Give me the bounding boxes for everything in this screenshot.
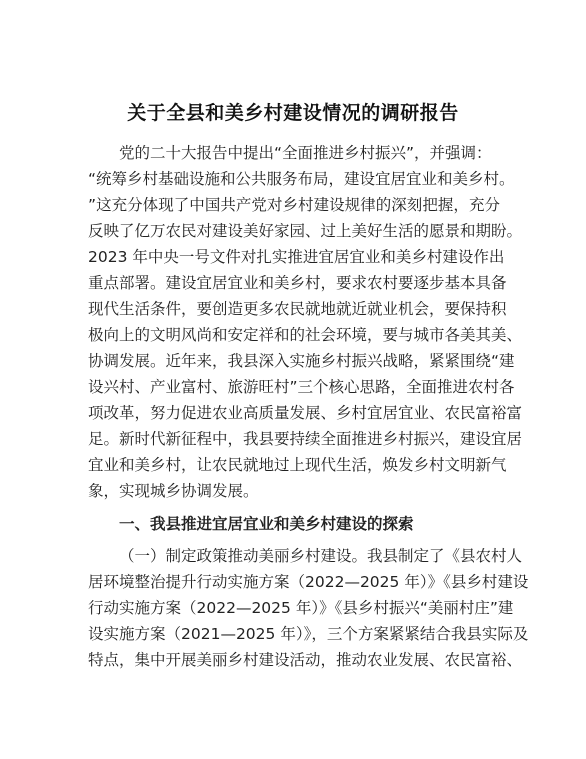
paragraph-line: ”这充分体现了中国共产党对乡村建设规律的深刻把握，充分 [88,196,500,214]
paragraph-line: 项改革，努力促进农业高质量发展、乡村宜居宜业、农民富裕富 [88,404,523,422]
paragraph-line: “统筹乡村基础设施和公共服务布局，建设宜居宜业和美乡村。 [88,170,515,188]
paragraph-line: 重点部署。建设宜居宜业和美乡村，要求农村要逐步基本具备 [88,274,507,292]
paragraph-line: 象，实现城乡协调发展。 [88,482,259,500]
document-body [88,140,529,673]
paragraph-line: 现代生活条件，要创造更多农民就地就近就业机会，要保持积 [88,300,507,318]
document-title: 关于全县和美乡村建设情况的调研报告 [127,102,459,124]
paragraph-line: 足。新时代新征程中，我县要持续全面推进乡村振兴，建设宜居 [88,430,523,448]
paragraph-line: 反映了亿万农民对建设美好家园、过上美好生活的愿景和期盼。 [88,222,523,240]
paragraph-line: 行动实施方案（2022—2025 年）》《县乡村振兴“美丽村庄”建 [88,599,514,617]
paragraph-line: 党的二十大报告中提出“全面推进乡村振兴”，并强调： [119,144,492,162]
paragraph-line: 设实施方案（2021—2025 年）》，三个方案紧紧结合我县实际及 [88,625,529,643]
paragraph-line: 宜业和美乡村，让农民就地过上现代生活，焕发乡村文明新气 [88,456,507,474]
section-heading: 一、我县推进宜居宜业和美乡村建设的探索 [119,515,414,533]
paragraph-line: 协调发展。近年来，我县深入实施乡村振兴战略，紧紧围绕“建 [88,352,515,370]
paragraph-line: 设兴村、产业富村、旅游旺村”三个核心思路，全面推进农村各 [88,378,515,396]
paragraph-line: 居环境整治提升行动实施方案（2022—2025 年）》《县乡村建设 [88,573,529,591]
paragraph-line: 特点，集中开展美丽乡村建设活动，推动农业发展、农民富裕、 [88,651,523,669]
paragraph-line: 2023 年中央一号文件对扎实推进宜居宜业和美乡村建设作出 [88,248,505,266]
paragraph-line: （一）制定政策推动美丽乡村建设。我县制定了《县农村人 [119,547,523,565]
paragraph-line: 极向上的文明风尚和安定祥和的社会环境，要与城市各美其美、 [88,326,523,344]
